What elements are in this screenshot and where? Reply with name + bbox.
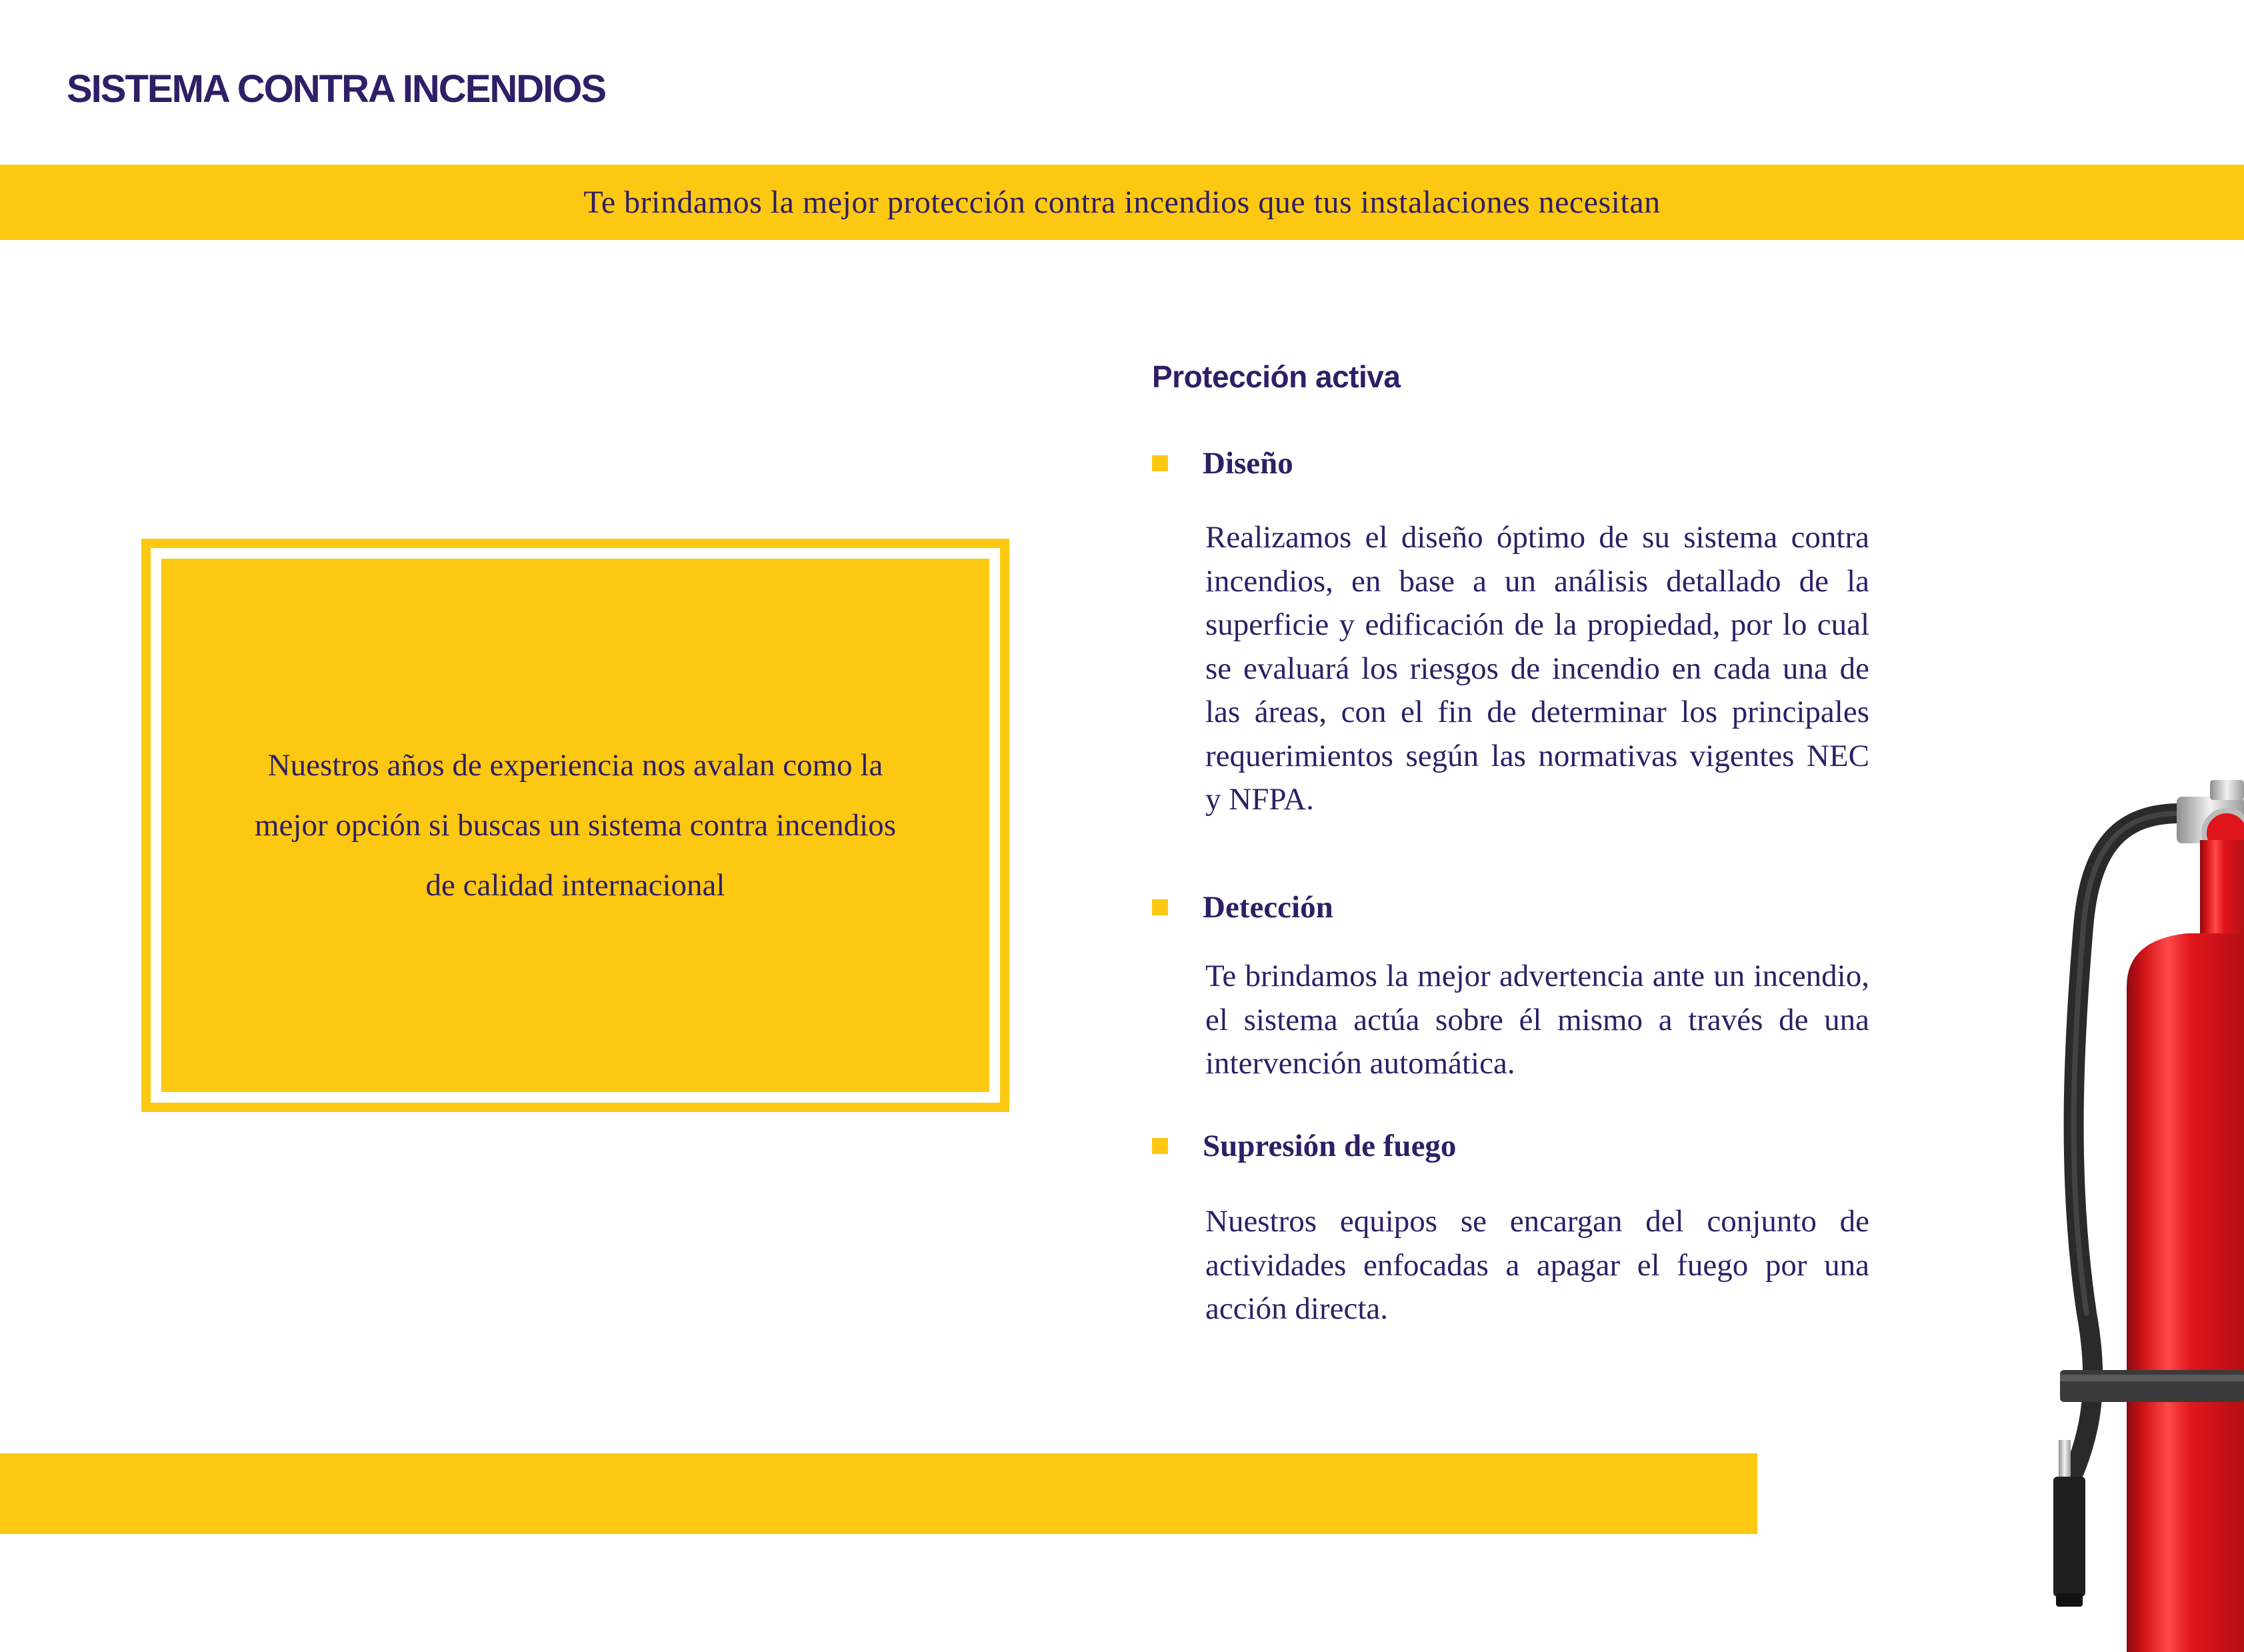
- list-item-deteccion-header: [1152, 889, 1333, 925]
- highlight-box: [141, 539, 1009, 1112]
- bullet-square-icon: [1152, 1138, 1168, 1154]
- highlight-box-inner: [161, 559, 989, 1092]
- highlight-box-text: Nuestros años de experiencia nos avalan como la mejor opción si buscas un sistema contra incendios de calidad internacional: [255, 748, 896, 903]
- bullet-square-icon: [1152, 899, 1168, 915]
- top-banner: [0, 165, 2244, 240]
- list-item-supresion-header: [1152, 1128, 1456, 1164]
- list-item-label: Supresión de fuego: [1203, 1129, 1457, 1163]
- fire-extinguisher-icon: [2027, 767, 2244, 1652]
- banner-text: Te brindamos la mejor protección contra incendios que tus instalaciones necesitan: [583, 185, 1661, 220]
- list-item-body: Nuestros equipos se encargan del conjunto de actividades enfocadas a apagar el fuego por una acción directa.: [1205, 1204, 1869, 1326]
- section-title: Protección activa: [1152, 359, 1401, 394]
- list-item-label: Detección: [1203, 890, 1333, 925]
- list-item-diseno-header: [1152, 445, 1293, 481]
- list-item-body: Realizamos el diseño óptimo de su sistema contra incendios, en base a un análisis detallado de la superficie y edificación de la propiedad, por lo cual se evaluará los riesgos de incendio en cada una de las áreas, con el fin de determinar los principales requerimientos según las normativas vigentes NEC y NFPA.: [1205, 520, 1869, 817]
- list-item-body: Te brindamos la mejor advertencia ante un incendio, el sistema actúa sobre él mismo a través de una intervención automática.: [1205, 959, 1869, 1081]
- bottom-band: [0, 1453, 1757, 1534]
- list-item-label: Diseño: [1203, 446, 1293, 481]
- page-title: SISTEMA CONTRA INCENDIOS: [67, 67, 606, 111]
- bullet-square-icon: [1152, 455, 1168, 471]
